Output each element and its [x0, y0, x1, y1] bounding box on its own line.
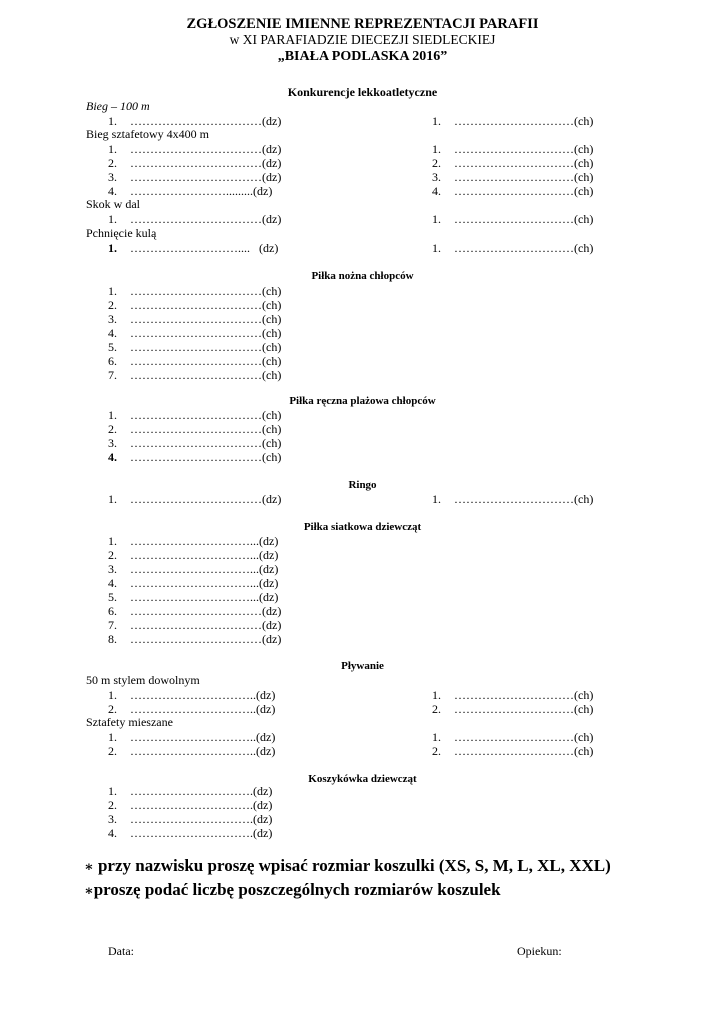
- entry-football[interactable]: 7. ……………………………(ch): [108, 368, 282, 382]
- entry-relay-girls[interactable]: 1. ……………………………(dz): [108, 142, 282, 156]
- entry-beach-handball[interactable]: 2. ……………………………(ch): [108, 422, 282, 436]
- entry-mixed-relay-boys[interactable]: 2. …………………………(ch): [432, 744, 594, 758]
- note-shirt-size: ∗ przy nazwisku proszę wpisać rozmiar koszulki (XS, S, M, L, XL, XXL): [84, 856, 611, 875]
- entry-relay-boys[interactable]: 4. …………………………(ch): [432, 184, 594, 198]
- entry-freestyle-boys[interactable]: 2. …………………………(ch): [432, 702, 594, 716]
- entry-100m-boys[interactable]: 1. …………………………(ch): [432, 114, 594, 128]
- entry-volleyball[interactable]: 1. …………………………...(dz): [108, 534, 279, 548]
- entry-football[interactable]: 2. ……………………………(ch): [108, 298, 282, 312]
- entry-long-jump-girls[interactable]: 1. ……………………………(dz): [108, 212, 282, 226]
- entry-mixed-relay-girls[interactable]: 2. …………………………..(dz): [108, 744, 276, 758]
- entry-ringo-girls[interactable]: 1. ……………………………(dz): [108, 492, 282, 506]
- entry-basketball[interactable]: 4. ………………………….(dz): [108, 826, 273, 840]
- event-label-relay-4x400: Bieg sztafetowy 4x400 m: [86, 127, 209, 141]
- form-subtitle: w XI PARAFIADZIE DIECEZJI SIEDLECKIEJ: [229, 32, 496, 47]
- entry-volleyball[interactable]: 2. …………………………...(dz): [108, 548, 279, 562]
- entry-basketball[interactable]: 3. ………………………….(dz): [108, 812, 273, 826]
- entry-beach-handball[interactable]: 3. ……………………………(ch): [108, 436, 282, 450]
- entry-volleyball[interactable]: 6. ……………………………(dz): [108, 604, 282, 618]
- event-name: „BIAŁA PODLASKA 2016”: [277, 49, 448, 64]
- entry-ringo-boys[interactable]: 1. …………………………(ch): [432, 492, 594, 506]
- entry-freestyle-girls[interactable]: 2. …………………………..(dz): [108, 702, 276, 716]
- note-shirt-count: ∗proszę podać liczbę poszczególnych rozmiarów koszulek: [84, 880, 501, 899]
- section-title-volleyball: Piłka siatkowa dziewcząt: [303, 521, 422, 533]
- section-title-ringo: Ringo: [348, 479, 377, 491]
- entry-volleyball[interactable]: 3. …………………………...(dz): [108, 562, 279, 576]
- entry-mixed-relay-girls[interactable]: 1. …………………………..(dz): [108, 730, 276, 744]
- entry-basketball[interactable]: 1. ………………………….(dz): [108, 784, 273, 798]
- entry-football[interactable]: 3. ……………………………(ch): [108, 312, 282, 326]
- entry-relay-boys[interactable]: 3. …………………………(ch): [432, 170, 594, 184]
- section-title-football: Piłka nożna chłopców: [311, 270, 414, 282]
- entry-volleyball[interactable]: 4. …………………………...(dz): [108, 576, 279, 590]
- entry-freestyle-boys[interactable]: 1. …………………………(ch): [432, 688, 594, 702]
- entry-beach-handball[interactable]: 4. ……………………………(ch): [108, 450, 282, 464]
- event-label-long-jump: Skok w dal: [86, 197, 140, 211]
- entry-relay-girls[interactable]: 3. ……………………………(dz): [108, 170, 282, 184]
- entry-football[interactable]: 6. ……………………………(ch): [108, 354, 282, 368]
- entry-long-jump-boys[interactable]: 1. …………………………(ch): [432, 212, 594, 226]
- event-label-shot-put: Pchnięcie kulą: [86, 226, 157, 240]
- entry-freestyle-girls[interactable]: 1. …………………………..(dz): [108, 688, 276, 702]
- entry-shot-put-girls[interactable]: 1. ……………………….... (dz): [108, 241, 279, 255]
- entry-football[interactable]: 5. ……………………………(ch): [108, 340, 282, 354]
- entry-volleyball[interactable]: 5. …………………………...(dz): [108, 590, 279, 604]
- entry-basketball[interactable]: 2. ………………………….(dz): [108, 798, 273, 812]
- date-label[interactable]: Data:: [108, 944, 134, 958]
- event-label-mixed-relay: Sztafety mieszane: [86, 715, 173, 729]
- entry-relay-girls[interactable]: 2. ……………………………(dz): [108, 156, 282, 170]
- entry-football[interactable]: 4. ……………………………(ch): [108, 326, 282, 340]
- entry-shot-put-boys[interactable]: 1. …………………………(ch): [432, 241, 594, 255]
- entry-football[interactable]: 1. ……………………………(ch): [108, 284, 282, 298]
- entry-100m-girls[interactable]: 1. ……………………………(dz): [108, 114, 282, 128]
- section-title-swimming: Pływanie: [341, 660, 384, 672]
- entry-mixed-relay-boys[interactable]: 1. …………………………(ch): [432, 730, 594, 744]
- entry-volleyball[interactable]: 8. ……………………………(dz): [108, 632, 282, 646]
- entry-relay-boys[interactable]: 2. …………………………(ch): [432, 156, 594, 170]
- section-title-basketball: Koszykówka dziewcząt: [308, 773, 417, 785]
- event-label-100m: Bieg – 100 m: [86, 99, 150, 113]
- entry-beach-handball[interactable]: 1. ……………………………(ch): [108, 408, 282, 422]
- section-title-beach-handball: Piłka ręczna plażowa chłopców: [289, 395, 436, 407]
- section-title-athletics: Konkurencje lekkoatletyczne: [287, 85, 438, 99]
- asterisk-icon: ∗: [84, 884, 94, 899]
- entry-relay-girls[interactable]: 4. …………………….........(dz): [108, 184, 273, 198]
- asterisk-icon: ∗: [84, 860, 94, 875]
- form-title: ZGŁOSZENIE IMIENNE REPREZENTACJI PARAFII: [186, 16, 539, 32]
- entry-relay-boys[interactable]: 1. …………………………(ch): [432, 142, 594, 156]
- event-label-50m-freestyle: 50 m stylem dowolnym: [86, 673, 200, 687]
- entry-volleyball[interactable]: 7. ……………………………(dz): [108, 618, 282, 632]
- guardian-label[interactable]: Opiekun:: [517, 944, 562, 958]
